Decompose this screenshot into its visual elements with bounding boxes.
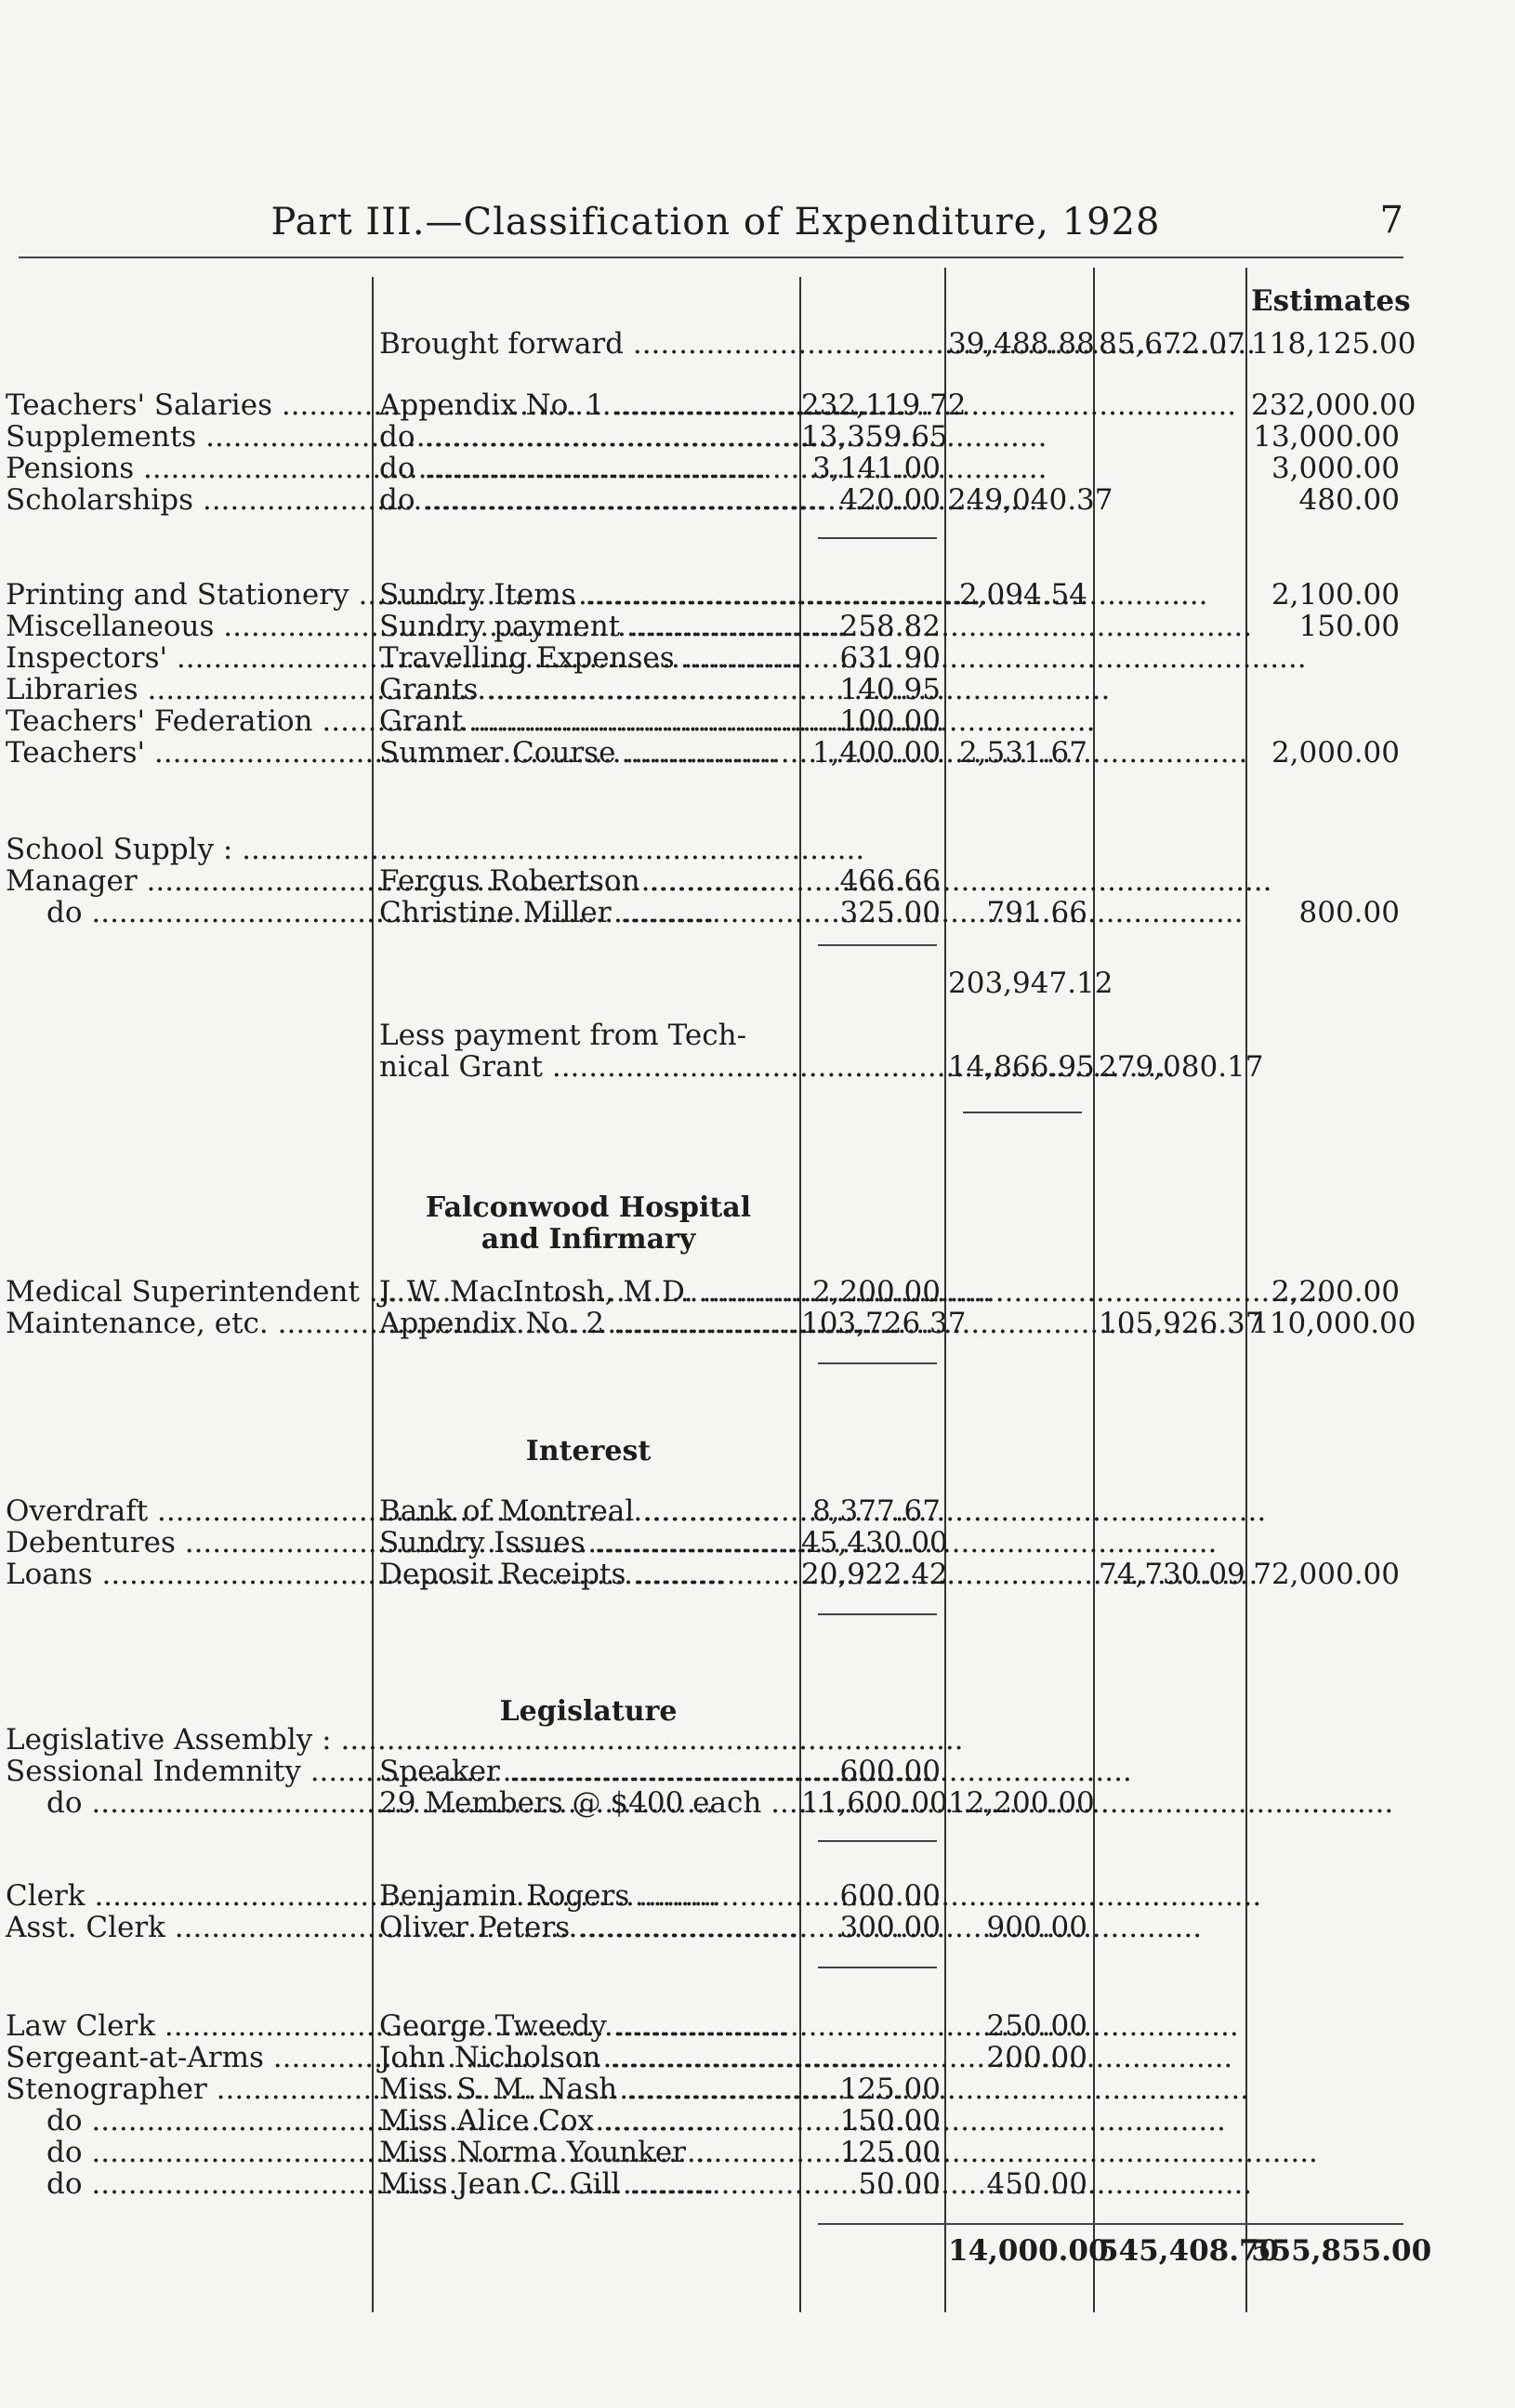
row-estimate: 2,200.00 [1271, 1275, 1400, 1309]
row-detail: Oliver Peters ..... [379, 1911, 797, 1944]
row-item: Sergeant-at-Arms ..... [6, 2041, 368, 2074]
row-detail: Miss S. M. Nash ..... [379, 2072, 797, 2106]
row-detail: Bank of Montreal ..... [379, 1494, 797, 1528]
table-row [0, 1911, 1515, 1944]
row-detail: Appendix No. 2 ..... [379, 1307, 797, 1340]
row-item: Debentures ..... [6, 1526, 368, 1559]
row-detail: Travelling Expenses ..... [379, 641, 797, 675]
row-item: Medical Superintendent ..... [6, 1275, 368, 1309]
row-detail: Miss Jean C. Gill ..... [379, 2167, 797, 2201]
row-item: Scholarships ..... [6, 483, 368, 517]
table-row [0, 1526, 1515, 1559]
row-amount: 140.95 [839, 673, 941, 706]
table-row [0, 1879, 1515, 1913]
row-item: do ..... [46, 2136, 368, 2169]
row-detail: Miss Norma Younker ..... [379, 2136, 797, 2169]
section-heading: Legislature [499, 1695, 678, 1728]
row-detail: George Tweedy ..... [379, 2009, 797, 2043]
table-row [0, 610, 1515, 643]
row-item: do ..... [46, 2167, 368, 2201]
row-amount: 600.00 [839, 1755, 941, 1788]
row-item: do ..... [46, 896, 368, 929]
subtotal-rule [818, 1613, 937, 1615]
table-row [0, 896, 1515, 929]
row-total: 279,080.17 [1099, 1050, 1264, 1084]
row-detail: do ..... [379, 452, 797, 485]
row-detail: Sundry Items ..... [379, 578, 797, 612]
table-row [0, 2104, 1515, 2138]
table-row [0, 833, 1515, 866]
row-detail: Less payment from Tech- [379, 1019, 747, 1052]
page-title: Part III.—Classification of Expenditure, 1928 [270, 201, 1161, 243]
row-subtotal: 250.00 [986, 2009, 1087, 2043]
row-detail: J. W. MacIntosh, M.D. ..... [379, 1275, 797, 1309]
table-row [0, 388, 1515, 422]
table-row [0, 420, 1515, 454]
row-item: Libraries ..... [6, 673, 368, 706]
row-estimate: 480.00 [1298, 483, 1400, 517]
row-detail: Miss Alice Cox ..... [379, 2104, 797, 2138]
row-detail: Summer Course ..... [379, 736, 797, 770]
row-detail: do ..... [379, 483, 797, 517]
table-row [0, 1558, 1515, 1591]
row-item: Legislative Assembly : ..... [6, 1723, 368, 1757]
row-amount: 125.00 [839, 2072, 941, 2106]
row-detail: Grants ..... [379, 673, 797, 706]
row-item: Printing and Stationery ..... [6, 578, 368, 612]
table-row [0, 2167, 1515, 2201]
row-item: Teachers' ..... [6, 736, 368, 770]
row-estimate: 118,125.00 [1251, 327, 1416, 361]
row-amount: 45,430.00 [801, 1526, 948, 1559]
subtotal-rule [963, 1112, 1082, 1113]
row-subtotal: 450.00 [986, 2167, 1087, 2201]
row-item: Sessional Indemnity ..... [6, 1755, 368, 1788]
row-item: Manager ..... [6, 864, 368, 898]
table-row [0, 864, 1515, 898]
subtotal-rule [818, 537, 937, 539]
subtotal-rule [818, 1362, 937, 1364]
table-row [0, 641, 1515, 675]
row-amount: 150.00 [839, 2104, 941, 2138]
header-rule [19, 257, 1403, 258]
row-item: do ..... [46, 1786, 368, 1820]
row-amount: 100.00 [839, 704, 941, 738]
row-item: Law Clerk ..... [6, 2009, 368, 2043]
row-detail: Sundry Issues ..... [379, 1526, 797, 1559]
table-row [0, 578, 1515, 612]
row-amount: 466.66 [839, 864, 941, 898]
table-row [0, 327, 1515, 361]
row-estimate: 800.00 [1298, 896, 1400, 929]
row-amount: 20,922.42 [801, 1558, 948, 1591]
row-subtotal: 39,488.88 [948, 327, 1095, 361]
row-item: Teachers' Federation ..... [6, 704, 368, 738]
row-amount: 600.00 [839, 1879, 941, 1913]
row-estimate: 150.00 [1298, 610, 1400, 643]
row-detail: John Nicholson ..... [379, 2041, 797, 2074]
subtotal-rule [818, 1840, 937, 1842]
row-item: Maintenance, etc. ..... [6, 1307, 368, 1340]
total-rule [818, 2223, 1403, 2225]
row-detail: Deposit Receipts ..... [379, 1558, 797, 1591]
row-estimate: 232,000.00 [1251, 388, 1416, 422]
row-item: Supplements ..... [6, 420, 368, 454]
row-total: 74,730.09 [1099, 1558, 1245, 1591]
row-amount: 8,377.67 [811, 1494, 941, 1528]
row-detail: Benjamin Rogers ..... [379, 1879, 797, 1913]
row-estimate: 2,000.00 [1271, 736, 1400, 770]
row-detail: Brought forward ..... [379, 327, 797, 361]
row-subtotal: 791.66 [986, 896, 1087, 929]
row-item: Clerk ..... [6, 1879, 368, 1913]
row-total: 105,926.37 [1099, 1307, 1264, 1340]
row-item: Stenographer ..... [6, 2072, 368, 2106]
table-row [0, 1786, 1515, 1820]
row-subtotal: 2,094.54 [958, 578, 1087, 612]
table-row [0, 704, 1515, 738]
row-item: Overdraft ..... [6, 1494, 368, 1528]
section-heading: Interest [525, 1435, 652, 1467]
subtotal-rule [818, 1967, 937, 1968]
row-estimate: 2,100.00 [1271, 578, 1400, 612]
table-row [0, 736, 1515, 770]
row-subtotal: 14,000.00 [948, 2234, 1109, 2268]
table-row [0, 452, 1515, 485]
table-row [0, 1307, 1515, 1340]
row-estimate: 110,000.00 [1251, 1307, 1416, 1340]
row-subtotal: 900.00 [986, 1911, 1087, 1944]
row-amount: 325.00 [839, 896, 941, 929]
row-estimate: 72,000.00 [1253, 1558, 1400, 1591]
row-detail: Fergus Robertson ..... [379, 864, 797, 898]
row-item: Pensions ..... [6, 452, 368, 485]
row-subtotal: 14,866.95 [948, 1050, 1095, 1084]
row-amount: 50.00 [858, 2167, 941, 2201]
row-amount: 3,141.00 [811, 452, 941, 485]
row-detail: Appendix No. 1 ..... [379, 388, 797, 422]
table-row [0, 1050, 1515, 1084]
section-heading: Falconwood Hospital [425, 1191, 752, 1224]
row-estimate: 555,855.00 [1251, 2234, 1432, 2268]
row-detail: nical Grant ..... [379, 1050, 797, 1084]
row-item: Asst. Clerk ..... [6, 1911, 368, 1944]
section-heading: and Infirmary [481, 1223, 696, 1256]
table-row [0, 673, 1515, 706]
page-number: 7 [1379, 199, 1403, 242]
row-amount: 11,600.00 [801, 1786, 948, 1820]
table-row [0, 1275, 1515, 1309]
row-amount: 232,119.72 [801, 388, 967, 422]
row-detail: Sundry payment ..... [379, 610, 797, 643]
table-row [0, 483, 1515, 517]
row-detail: 29 Members @ $400 each ..... [379, 1786, 797, 1820]
table-row [0, 2234, 1515, 2268]
row-estimate: 13,000.00 [1253, 420, 1400, 454]
table-row [0, 1019, 1515, 1052]
row-subtotal: 249,040.37 [948, 483, 1113, 517]
estimates-header: Estimates [1251, 284, 1411, 318]
row-detail: do ..... [379, 420, 797, 454]
table-row [0, 1494, 1515, 1528]
row-detail: Grant ..... [379, 704, 797, 738]
row-subtotal: 12,200.00 [948, 1786, 1095, 1820]
table-row [0, 2009, 1515, 2043]
row-amount: 420.00 [839, 483, 941, 517]
row-amount: 1,400.00 [811, 736, 941, 770]
row-item: Loans ..... [6, 1558, 368, 1591]
row-item: School Supply : ..... [6, 833, 368, 866]
row-subtotal: 203,947.12 [948, 967, 1113, 1000]
row-detail: Christine Miller ..... [379, 896, 797, 929]
row-total: 545,408.70 [1099, 2234, 1280, 2268]
row-amount: 103,726.37 [801, 1307, 967, 1340]
subtotal-rule [818, 944, 937, 946]
row-item: Miscellaneous ..... [6, 610, 368, 643]
table-row [0, 967, 1515, 1000]
table-row [0, 2041, 1515, 2074]
row-detail: Speaker ..... [379, 1755, 797, 1788]
row-amount: 258.82 [839, 610, 941, 643]
row-amount: 2,200.00 [811, 1275, 941, 1309]
row-item: Teachers' Salaries ..... [6, 388, 368, 422]
table-row [0, 2136, 1515, 2169]
row-amount: 300.00 [839, 1911, 941, 1944]
row-amount: 13,359.65 [801, 420, 948, 454]
row-estimate: 3,000.00 [1271, 452, 1400, 485]
row-item: Inspectors' ..... [6, 641, 368, 675]
table-row [0, 2072, 1515, 2106]
row-subtotal: 200.00 [986, 2041, 1087, 2074]
row-total: 85,672.07 [1099, 327, 1245, 361]
row-amount: 631.90 [839, 641, 941, 675]
table-row [0, 1755, 1515, 1788]
row-subtotal: 2,531.67 [958, 736, 1087, 770]
row-item: do ..... [46, 2104, 368, 2138]
row-amount: 125.00 [839, 2136, 941, 2169]
